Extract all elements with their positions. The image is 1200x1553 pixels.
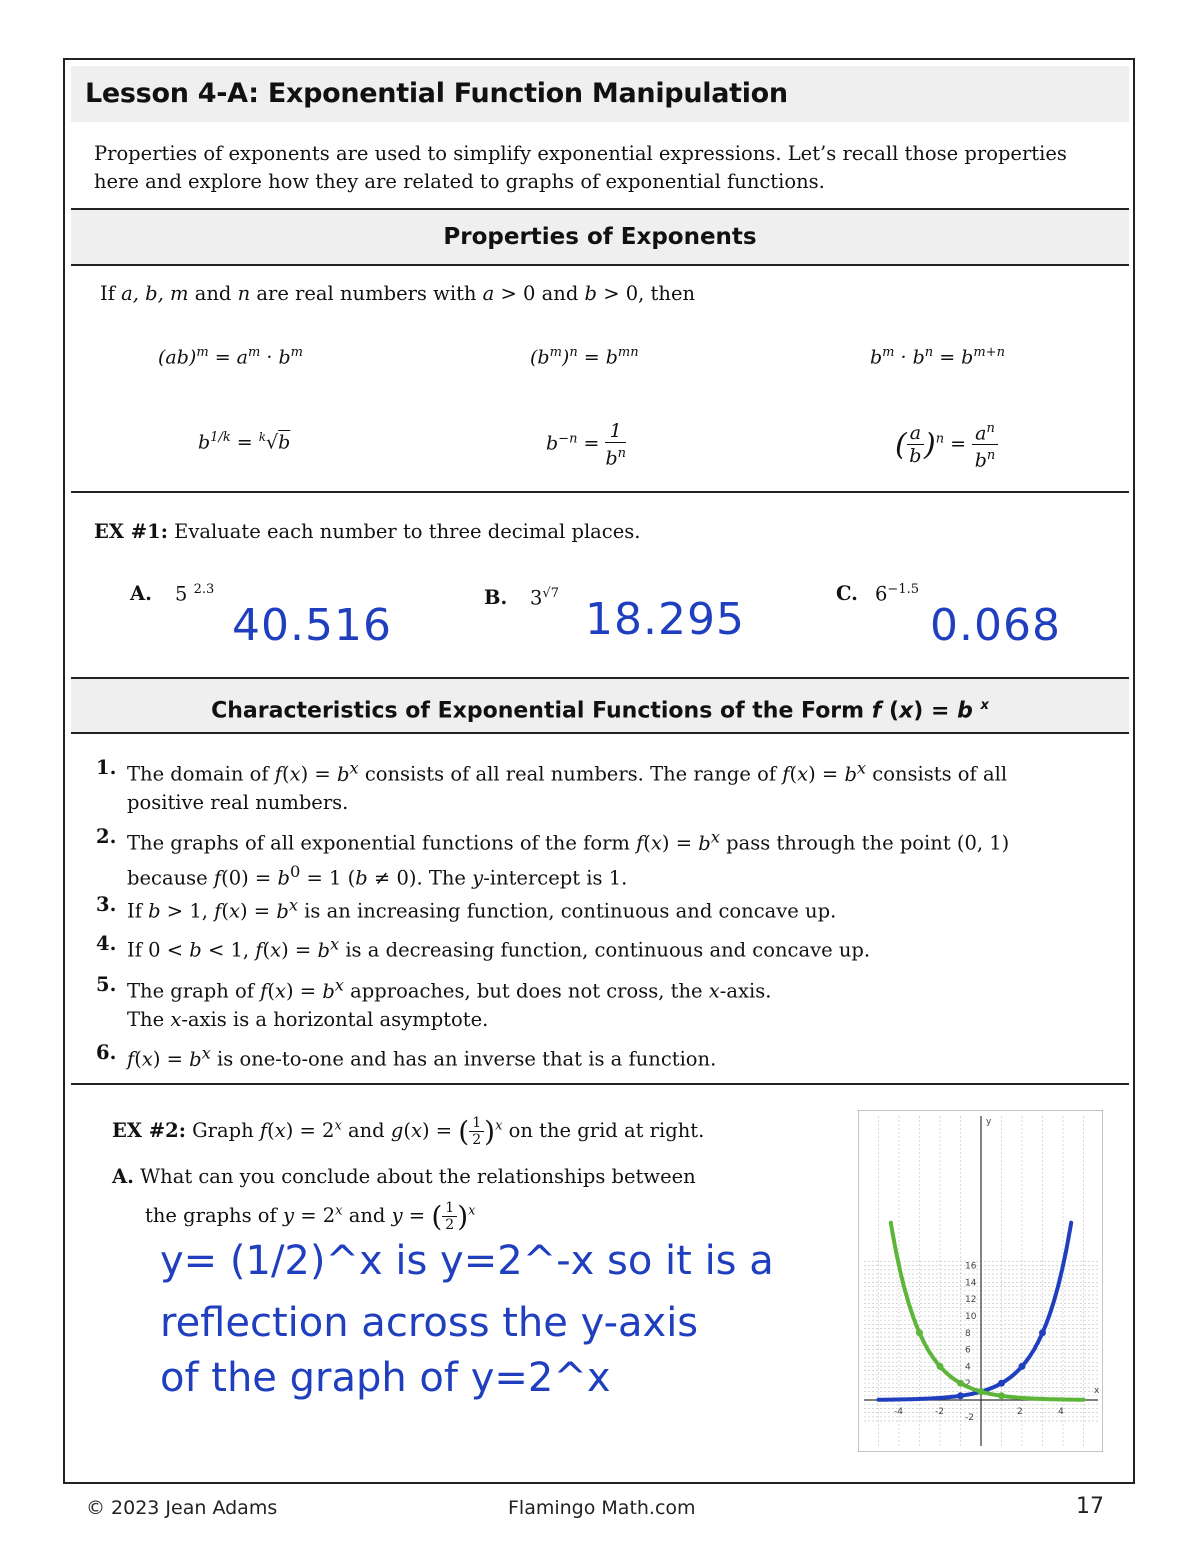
point-g (937, 1363, 944, 1370)
y-tick-label: 2 (965, 1379, 971, 1390)
page-title: Lesson 4-A: Exponential Function Manipulation (85, 78, 788, 109)
point-g (916, 1329, 923, 1336)
ex1-answer-b: 18.295 (585, 594, 745, 645)
y-tick-label: 12 (965, 1295, 977, 1306)
handwritten-answer-line: y= (1/2)^x is y=2^-x so it is a (160, 1238, 774, 1284)
y-axis-label: y (986, 1117, 992, 1127)
footer-copyright: © 2023 Jean Adams (86, 1497, 278, 1519)
y-tick-label: 10 (965, 1312, 977, 1322)
ex1-answer-c: 0.068 (930, 600, 1061, 651)
x-tick-label: -4 (894, 1407, 903, 1417)
title-bar (71, 66, 1129, 122)
point-g (998, 1392, 1005, 1399)
ex1-prompt: EX #1: Evaluate each number to three decimal places. (94, 520, 641, 543)
handwritten-answer-line: reflection across the y-axis (160, 1300, 699, 1346)
characteristics-heading: Characteristics of Exponential Functions of the Form f (x) = b $^x$ (71, 677, 1129, 734)
footer-page-number: 17 (1076, 1494, 1104, 1519)
ex2-question-cont: the graphs of $y = 2^x$ and y = ( $\frac{1}{2}$ )$^x$ (145, 1200, 476, 1233)
rule-product-of-powers: $b^m \cdot b^n = b^{m+n}$ (870, 345, 1005, 369)
point-f (957, 1392, 964, 1399)
divider (71, 1083, 1129, 1085)
ex2-prompt: EX #2: Graph $f(x) = 2^x$ and g(x) = ( $\frac{1}{2}$ )$^x$ on the grid at right. (112, 1115, 705, 1148)
ex1-expr-b: $3^{√7}$ (530, 586, 559, 610)
ex1-expr-a: 5 $^{2.3}$ (175, 582, 215, 606)
ex1-label-c: C. (836, 582, 858, 605)
footer-site: Flamingo Math.com (508, 1497, 696, 1519)
exponential-graph (858, 1110, 1103, 1452)
y-tick-label: -2 (965, 1412, 974, 1423)
properties-heading: Properties of Exponents (71, 208, 1129, 266)
rule-power-of-quotient: ( $\frac{a}{b}$ )$^n$ = $\frac{a^n}{b^n}$ (895, 418, 998, 472)
rule-power-of-power: $(b^m)^n = b^{mn}$ (530, 345, 639, 369)
rule-power-of-product: $(ab)^m = a^m \cdot b^m$ (158, 345, 303, 369)
x-axis-label: x (1094, 1386, 1100, 1396)
handwritten-answer-line: of the graph of y=2^x (160, 1355, 611, 1401)
rule-negative-exponent: $b^{-n}$ = $\frac{1}{b^n}$ (546, 420, 626, 470)
y-tick-label: 6 (965, 1345, 971, 1356)
x-tick-label: 2 (1017, 1407, 1023, 1417)
ex1-answer-a: 40.516 (232, 600, 392, 651)
divider (71, 491, 1129, 493)
ex2-question: A. What can you conclude about the relationships between (112, 1165, 696, 1188)
point-f (998, 1380, 1005, 1387)
y-tick-label: 14 (965, 1278, 977, 1289)
x-tick-label: 4 (1058, 1407, 1064, 1417)
point-f (1019, 1363, 1026, 1370)
properties-condition: If a, b, m and n are real numbers with a > 0 and b > 0, then (100, 282, 696, 305)
rule-fractional-exponent: $b^{1/k} = ^k√b$ (198, 430, 291, 454)
point-g (957, 1380, 964, 1387)
y-tick-label: 4 (965, 1362, 971, 1373)
ex1-label-b: B. (484, 586, 508, 609)
point-f (1039, 1329, 1046, 1336)
ex1-label-a: A. (130, 582, 152, 605)
ex1-expr-c: $6^{-1.5}$ (875, 582, 919, 606)
point-g (978, 1388, 985, 1395)
intro-paragraph: Properties of exponents are used to simplify exponential expressions. Let’s recall those properties here and explore how they are related to graphs of exponential functions. (94, 142, 1067, 193)
x-tick-label: -2 (935, 1407, 944, 1417)
y-tick-label: 8 (965, 1328, 971, 1339)
y-tick-label: 16 (965, 1261, 977, 1272)
